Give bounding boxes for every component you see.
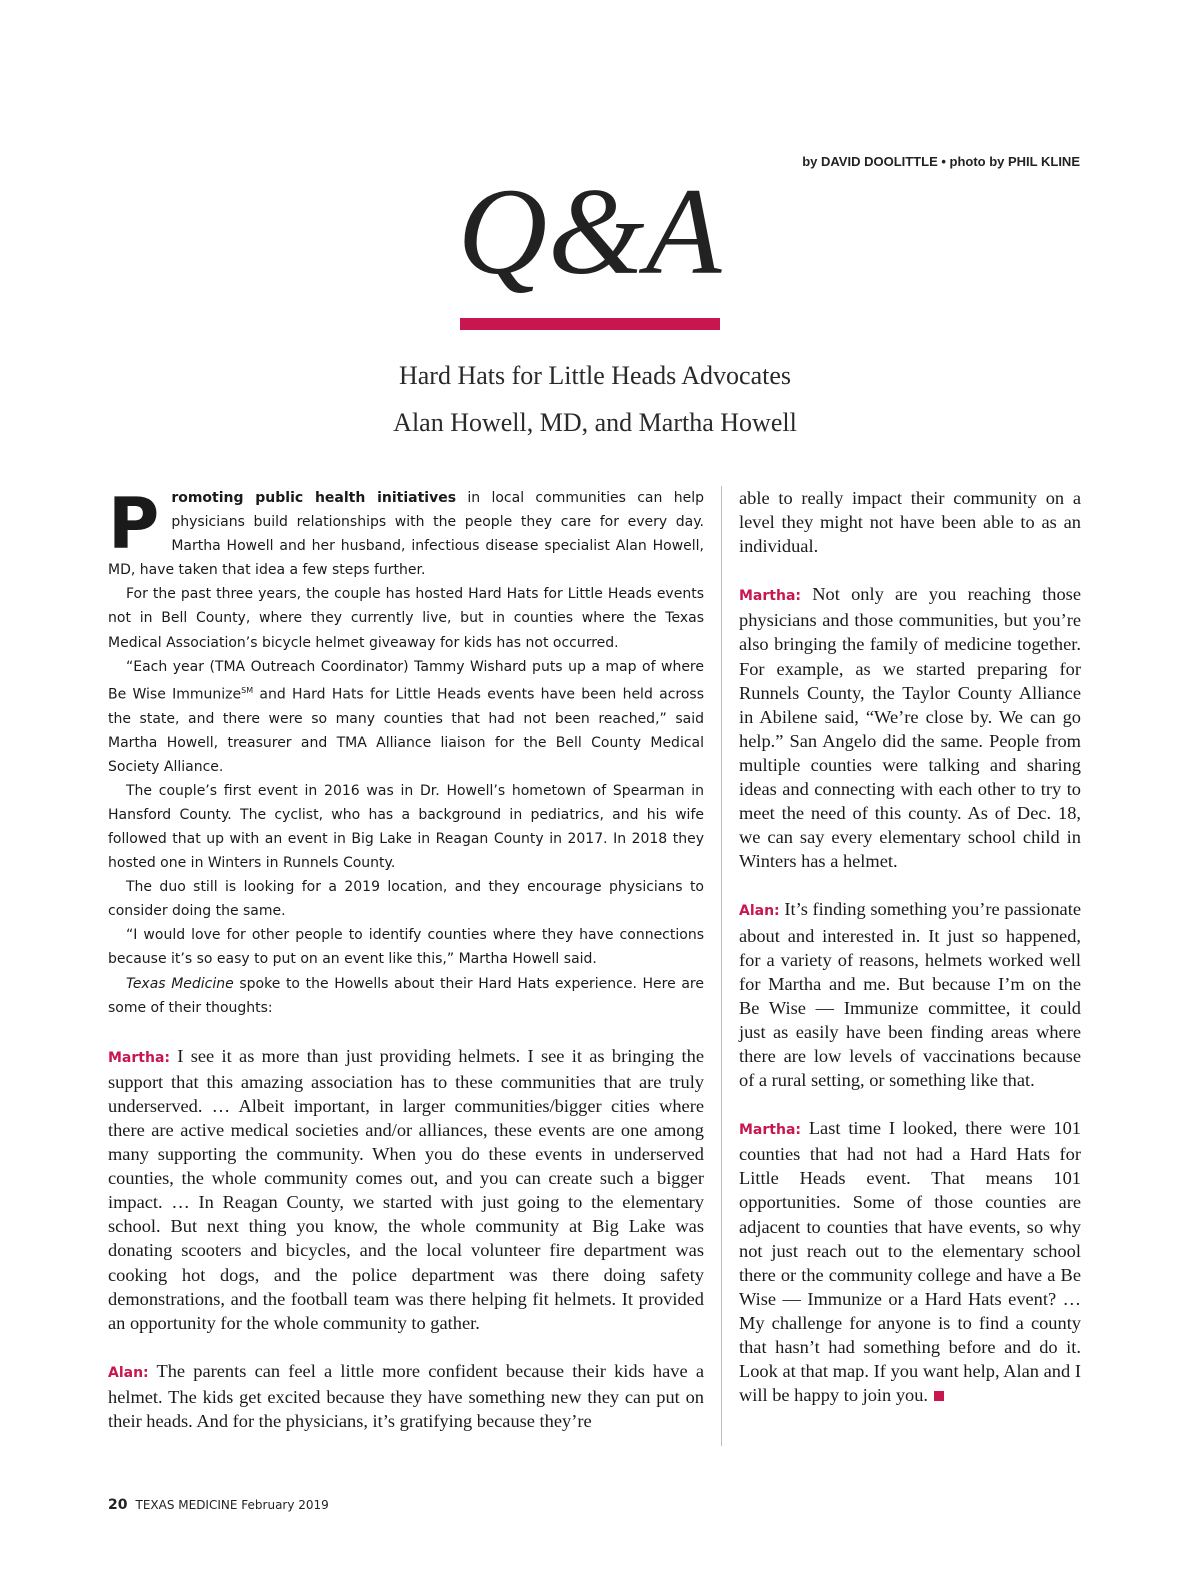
- end-mark-icon: [934, 1391, 944, 1401]
- qa-answer-martha-2: [739, 582, 1081, 873]
- page-number: 20: [108, 1497, 128, 1513]
- spacer: [739, 558, 1081, 582]
- answer-text: It’s finding something you’re passionate about and interested in. It just so happened, for a variety of reasons, helmets worked well for Martha and me. But because I’m on the Be Wise — Immunize committee, it could just as easily have been finding areas where there are low levels of vaccinations because of a rural setting, or something like that.: [739, 899, 1081, 1091]
- answer-text: I see it as more than just providing helmets. I see it as bringing the support that this amazing association has to these communities that are truly underserved. … Albeit important, in larger communities/bigger cities where there are active medical societies and/or alliances, these events are one among many supporting the community. When you do these events in underserved counties, the whole community comes out, and you can create such a bigger impact. … In Reagan County, we started with just going to the elementary school. But next thing you know, the whole community at Big Lake was donating scooters and bicycles, and the local volunteer fire department was cooking hot dogs, and the police department was there doing safety demonstrations, and the football team was there helping fit helmets. It provided an opportunity for the whole community to gather.: [108, 1045, 704, 1333]
- intro-paragraph-1: [108, 483, 704, 582]
- qa-answer-alan-1: [108, 1359, 704, 1433]
- qa-answer-martha-1: [108, 1044, 704, 1335]
- speaker-label: Martha:: [108, 1049, 170, 1066]
- service-mark: SM: [241, 685, 254, 695]
- page-footer: [108, 1497, 329, 1513]
- answer-text: The parents can feel a little more confident because their kids have a helmet. The kids get excited because they have something new they can put on their heads. And for the physicians, it’s gratifying because they’re: [108, 1360, 704, 1432]
- qa-answer-martha-3: [739, 1116, 1081, 1407]
- title-accent-rule: [460, 318, 720, 330]
- right-column: [739, 486, 1081, 1407]
- intro-paragraph-6: “I would love for other people to identify counties where they have connections because it’s so easy to put on an event like this,” Martha Howell said.: [108, 927, 704, 968]
- page-title: Q&A: [457, 163, 723, 300]
- intro-paragraph-4: The couple’s first event in 2016 was in Dr. Howell’s hometown of Spearman in Hansford County. The cyclist, who has a background in pediatrics, and his wife followed that up with an event in Big Lake in Reagan County in 2017. In 2018 they hosted one in Winters in Runnels County.: [108, 782, 704, 872]
- answer-text: Last time I looked, there were 101 counties that had not had a Hard Hats for Little Heads event. That means 101 opportunities. Some of those counties are adjacent to counties that have events, so why not just reach out to the elementary school there or the community college and have a Be Wise — Immunize or a Hard Hats event? … My challenge for anyone is to find a county that hasn’t had something before and do it. Look at that map. If you want help, Alan and I will be happy to join you.: [739, 1118, 1081, 1406]
- qa-answer-alan-2: [739, 897, 1081, 1092]
- intro-paragraph-2: For the past three years, the couple has hosted Hard Hats for Little Heads events not in Bell County, where they currently live, but in counties where the Texas Medical Association’s bicycle helmet giveaway for kids has not occurred.: [108, 586, 704, 651]
- intro-paragraph-7: [108, 972, 704, 1020]
- byline: by DAVID DOOLITTLE • photo by PHIL KLINE: [802, 154, 1080, 169]
- speaker-label: Martha:: [739, 1122, 801, 1139]
- speaker-label: Alan:: [739, 903, 780, 920]
- intro-paragraph-5: The duo still is looking for a 2019 location, and they encourage physicians to consider doing the same.: [108, 879, 704, 920]
- spacer: [108, 1335, 704, 1359]
- issue-date: February 2019: [241, 1498, 329, 1512]
- column-divider: [721, 486, 722, 1446]
- qa-answer-alan-1-continued: able to really impact their community on a level they might not have been able to as an individual.: [739, 488, 1081, 557]
- lead-in-bold: romoting public health initiatives: [171, 490, 457, 506]
- intro-paragraph-3-text-a: “Each year (TMA Outreach Coordinator) Tammy Wishard puts up a map of where Be Wise Immunize: [108, 658, 704, 703]
- intro-paragraph-7-text: spoke to the Howells about their Hard Hats experience. Here are some of their thoughts:: [108, 975, 704, 1016]
- subtitle-line-1: Hard Hats for Little Heads Advocates: [398, 361, 792, 390]
- publication-name-italic: Texas Medicine: [126, 975, 234, 992]
- publication-name: TEXAS MEDICINE: [135, 1498, 238, 1512]
- subtitle-line-2: Alan Howell, MD, and Martha Howell: [393, 408, 797, 437]
- spacer: [739, 873, 1081, 897]
- left-column: [108, 483, 705, 1433]
- intro-paragraph-3: [108, 655, 704, 779]
- speaker-label: Martha:: [739, 588, 801, 605]
- drop-cap: P: [108, 483, 160, 565]
- intro-paragraph-3-text-b: and Hard Hats for Little Heads events have been held across the state, and there were so many counties that had not been reached,” said Martha Howell, treasurer and TMA Alliance liaison for the Bell County Medical Society Alliance.: [108, 686, 705, 775]
- speaker-label: Alan:: [108, 1364, 149, 1381]
- spacer: [108, 1020, 704, 1044]
- answer-text: Not only are you reaching those physicians and those communities, but you’re also bringing the family of medicine together. For example, as we started preparing for Runnels County, the Taylor County Alliance in Abilene said, “We’re close by. We can go help.” San Angelo did the same. People from multiple counties were talking and sharing ideas and connecting with each other to try to meet the need of this county. As of Dec. 18, we can say every elementary school child in Winters has a helmet.: [739, 584, 1081, 872]
- intro-paragraph-1-text: in local communities can help physicians build relationships with the people they care for every day. Martha Howell and her husband, infectious disease specialist Alan Howell, MD, have taken that idea a few steps further.: [108, 490, 704, 579]
- spacer: [739, 1092, 1081, 1116]
